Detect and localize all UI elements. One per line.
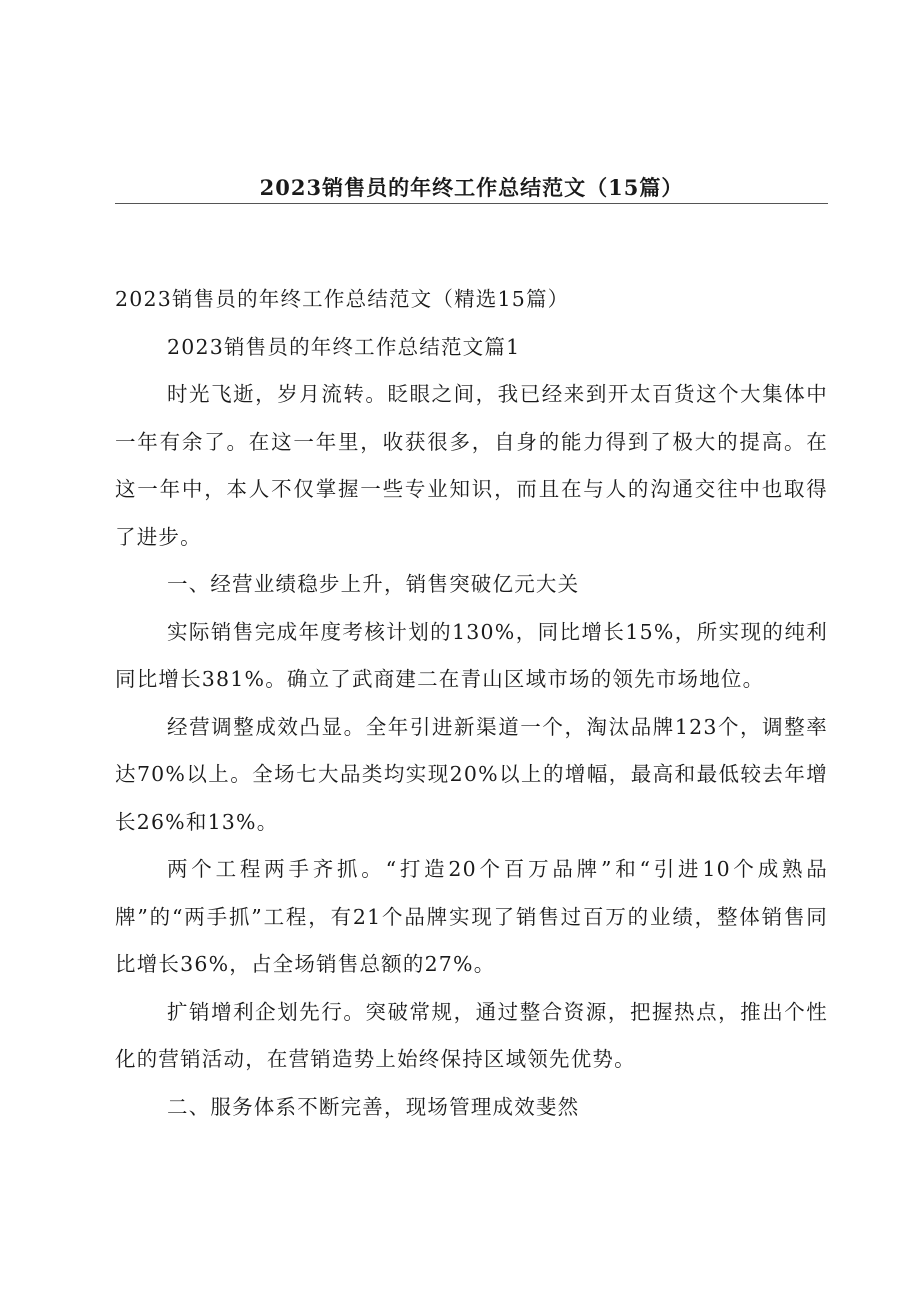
section-heading: 2023销售员的年终工作总结范文篇1 [167,334,521,359]
heading-business-performance: 一、经营业绩稳步上升，销售突破亿元大关 [167,572,580,596]
document-body [115,276,828,1131]
paragraph-sales-results: 实际销售完成年度考核计划的130%，同比增长15%，所实现的纯利同比增长381%。确立了武商建二在青山区域市场的领先市场地位。 [115,619,828,691]
paragraph-adjustment: 经营调整成效凸显。全年引进新渠道一个，淘汰品牌123个，调整率达70%以上。全场七大品类均实现20%以上的增幅，最高和最低较去年增长26%和13%。 [115,714,828,834]
document-subtitle: 2023销售员的年终工作总结范文（精选15篇） [115,287,570,311]
paragraph-two-projects: 两个工程两手齐抓。“打造20个百万品牌”和“引进10个成熟品牌”的“两手抓”工程，有21个品牌实现了销售过百万的业绩，整体销售同比增长36%，占全场销售总额的27%。 [115,857,828,976]
document-title: 2023销售员的年终工作总结范文（15篇） [259,175,684,200]
paragraph-intro: 时光飞逝，岁月流转。眨眼之间，我已经来到开太百货这个大集体中一年有余了。在这一年里，收获很多，自身的能力得到了极大的提高。在这一年中，本人不仅掌握一些专业知识，而且在与人的沟通交往中也取得了进步。 [115,382,828,549]
heading-service-system: 二、服务体系不断完善，现场管理成效斐然 [167,1094,580,1119]
paragraph-marketing: 扩销增利企划先行。突破常规，通过整合资源，把握热点，推出个性化的营销活动，在营销造势上始终保持区域领先优势。 [115,999,828,1071]
title-underline [115,203,828,204]
